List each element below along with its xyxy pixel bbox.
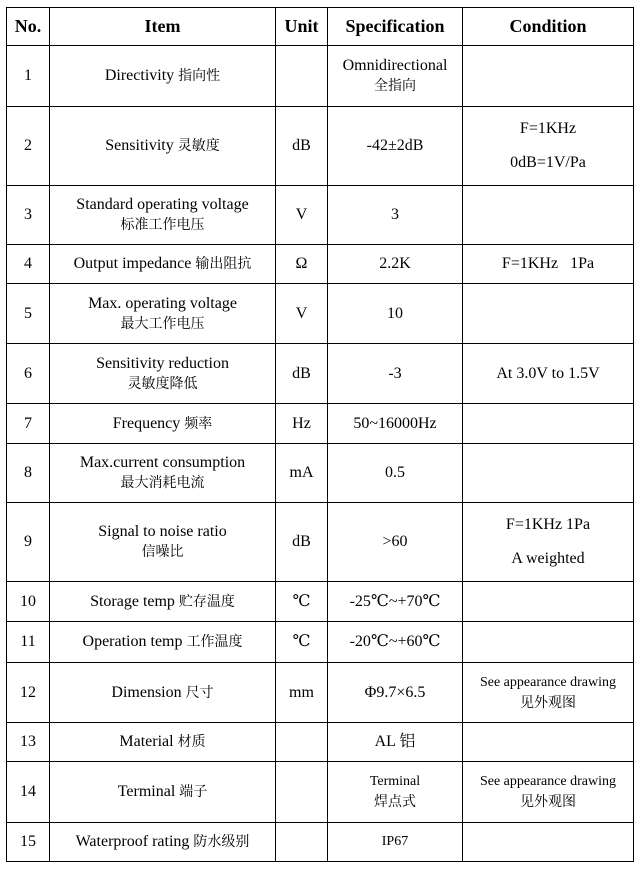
condition-cell (463, 107, 634, 186)
row-number: 11 (7, 622, 50, 663)
item-chinese: 最大工作电压 (120, 315, 205, 332)
item-chinese: 频率 (184, 415, 213, 432)
item-cell (50, 404, 276, 444)
condition-line: F=1KHz (519, 120, 577, 137)
condition-cell (463, 582, 634, 622)
condition-frequency: F=1KHz (501, 255, 559, 272)
item-cell (50, 762, 276, 823)
item-english: Operation temp (82, 633, 183, 650)
condition-cell (463, 723, 634, 762)
item-cell (50, 663, 276, 723)
item-english: Output impedance (73, 255, 192, 272)
condition-cell (463, 823, 634, 862)
item-english: Waterproof rating (75, 833, 190, 850)
item-english: Sensitivity (105, 137, 174, 154)
condition-cell: At 3.0V to 1.5V (463, 344, 634, 404)
unit-cell: V (276, 284, 328, 344)
spec-cell: 0.5 (328, 444, 463, 503)
spec-chinese: 全指向 (374, 78, 416, 94)
item-chinese: 材质 (177, 734, 206, 750)
spec-english: Terminal (369, 774, 421, 789)
header-unit: Unit (276, 8, 328, 46)
row-number: 15 (7, 823, 50, 862)
unit-cell: dB (276, 107, 328, 186)
unit-cell: ℃ (276, 622, 328, 663)
item-cell (50, 107, 276, 186)
unit-cell (276, 823, 328, 862)
item-cell (50, 582, 276, 622)
spec-cell: 3 (328, 186, 463, 245)
table-row (7, 284, 634, 344)
item-cell (50, 284, 276, 344)
condition-cell (463, 503, 634, 582)
table-row (7, 823, 634, 862)
item-chinese: 防水级别 (193, 834, 250, 850)
unit-cell: V (276, 186, 328, 245)
item-cell (50, 344, 276, 404)
condition-english: See appearance drawing (479, 674, 617, 690)
item-chinese: 工作温度 (186, 634, 243, 650)
spec-chinese: 焊点式 (374, 794, 416, 810)
unit-cell: dB (276, 344, 328, 404)
table-row (7, 107, 634, 186)
unit-cell (276, 46, 328, 107)
item-english: Frequency (112, 414, 181, 432)
row-number: 8 (7, 444, 50, 503)
item-cell (50, 46, 276, 107)
condition-cell (463, 46, 634, 107)
condition-cell (463, 245, 634, 284)
item-english: Terminal (117, 783, 176, 800)
item-chinese: 输出阻抗 (195, 256, 252, 272)
table-row (7, 762, 634, 823)
spec-cell: 10 (328, 284, 463, 344)
table-row (7, 46, 634, 107)
item-cell (50, 723, 276, 762)
row-number: 13 (7, 723, 50, 762)
table-row (7, 186, 634, 245)
condition-cell (463, 663, 634, 723)
item-cell (50, 622, 276, 663)
row-number: 1 (7, 46, 50, 107)
item-chinese: 灵敏度 (177, 138, 220, 154)
row-number: 5 (7, 284, 50, 344)
item-chinese: 指向性 (178, 68, 221, 84)
header-row (7, 8, 634, 46)
row-number: 6 (7, 344, 50, 404)
spec-cell: -42±2dB (328, 107, 463, 186)
row-number: 7 (7, 404, 50, 444)
condition-cell (463, 444, 634, 503)
item-english: Directivity (104, 67, 175, 84)
item-english: Storage temp (90, 592, 175, 610)
spec-cell: -25℃~+70℃ (328, 582, 463, 622)
unit-cell: Ω (276, 245, 328, 284)
item-cell (50, 245, 276, 284)
spec-cell: 50~16000Hz (328, 404, 463, 444)
item-cell (50, 444, 276, 503)
row-number: 12 (7, 663, 50, 723)
condition-cell (463, 762, 634, 823)
condition-english: See appearance drawing (479, 774, 617, 789)
item-english: Signal to noise ratio (98, 523, 227, 540)
spec-english: Omnidirectional (342, 57, 448, 74)
table-row (7, 245, 634, 284)
unit-cell: ℃ (276, 582, 328, 622)
unit-cell: mm (276, 663, 328, 723)
table-row (7, 503, 634, 582)
spec-cell: Φ9.7×6.5 (328, 663, 463, 723)
unit-cell: mA (276, 444, 328, 503)
item-chinese: 信噪比 (141, 544, 184, 560)
specification-table (6, 7, 634, 862)
row-number: 9 (7, 503, 50, 582)
condition-cell (463, 186, 634, 245)
row-number: 2 (7, 107, 50, 186)
item-english: Max. operating voltage (88, 294, 237, 312)
row-number: 14 (7, 762, 50, 823)
item-chinese: 标准工作电压 (120, 217, 205, 233)
row-number: 4 (7, 245, 50, 284)
item-english: Dimension (111, 683, 182, 701)
condition-line: A weighted (511, 550, 585, 567)
row-number: 3 (7, 186, 50, 245)
table-row (7, 344, 634, 404)
item-english: Material (119, 733, 174, 750)
item-chinese: 尺寸 (185, 684, 214, 701)
condition-cell (463, 284, 634, 344)
spec-cell: -20℃~+60℃ (328, 622, 463, 663)
header-specification: Specification (328, 8, 463, 46)
condition-chinese: 见外观图 (520, 794, 576, 810)
header-no: No. (7, 8, 50, 46)
condition-line: F=1KHz 1Pa (505, 516, 591, 533)
table-row (7, 663, 634, 723)
item-english: Sensitivity reduction (96, 354, 229, 372)
table-row (7, 444, 634, 503)
spec-cell (328, 762, 463, 823)
spec-cell (328, 46, 463, 107)
spec-cell: IP67 (328, 823, 463, 862)
condition-chinese: 见外观图 (520, 694, 576, 711)
spec-cell: >60 (328, 503, 463, 582)
item-english: Max.current consumption (79, 454, 246, 471)
unit-cell: dB (276, 503, 328, 582)
item-english: Standard operating voltage (76, 196, 249, 213)
item-chinese: 最大消耗电流 (120, 475, 205, 491)
spec-cell: AL 铝 (328, 723, 463, 762)
table-row (7, 404, 634, 444)
spec-cell: 2.2K (328, 245, 463, 284)
condition-line: 0dB=1V/Pa (510, 154, 586, 171)
item-chinese: 端子 (179, 784, 208, 800)
header-item: Item (50, 8, 276, 46)
header-condition: Condition (463, 8, 634, 46)
spec-cell: -3 (328, 344, 463, 404)
table-row (7, 723, 634, 762)
condition-cell (463, 404, 634, 444)
table-row (7, 622, 634, 663)
item-cell (50, 503, 276, 582)
unit-cell: Hz (276, 404, 328, 444)
unit-cell (276, 723, 328, 762)
item-cell (50, 823, 276, 862)
item-chinese: 贮存温度 (178, 593, 235, 610)
condition-cell (463, 622, 634, 663)
condition-pressure: 1Pa (570, 255, 595, 272)
item-cell (50, 186, 276, 245)
table-row (7, 582, 634, 622)
row-number: 10 (7, 582, 50, 622)
unit-cell (276, 762, 328, 823)
item-chinese: 灵敏度降低 (127, 375, 198, 392)
